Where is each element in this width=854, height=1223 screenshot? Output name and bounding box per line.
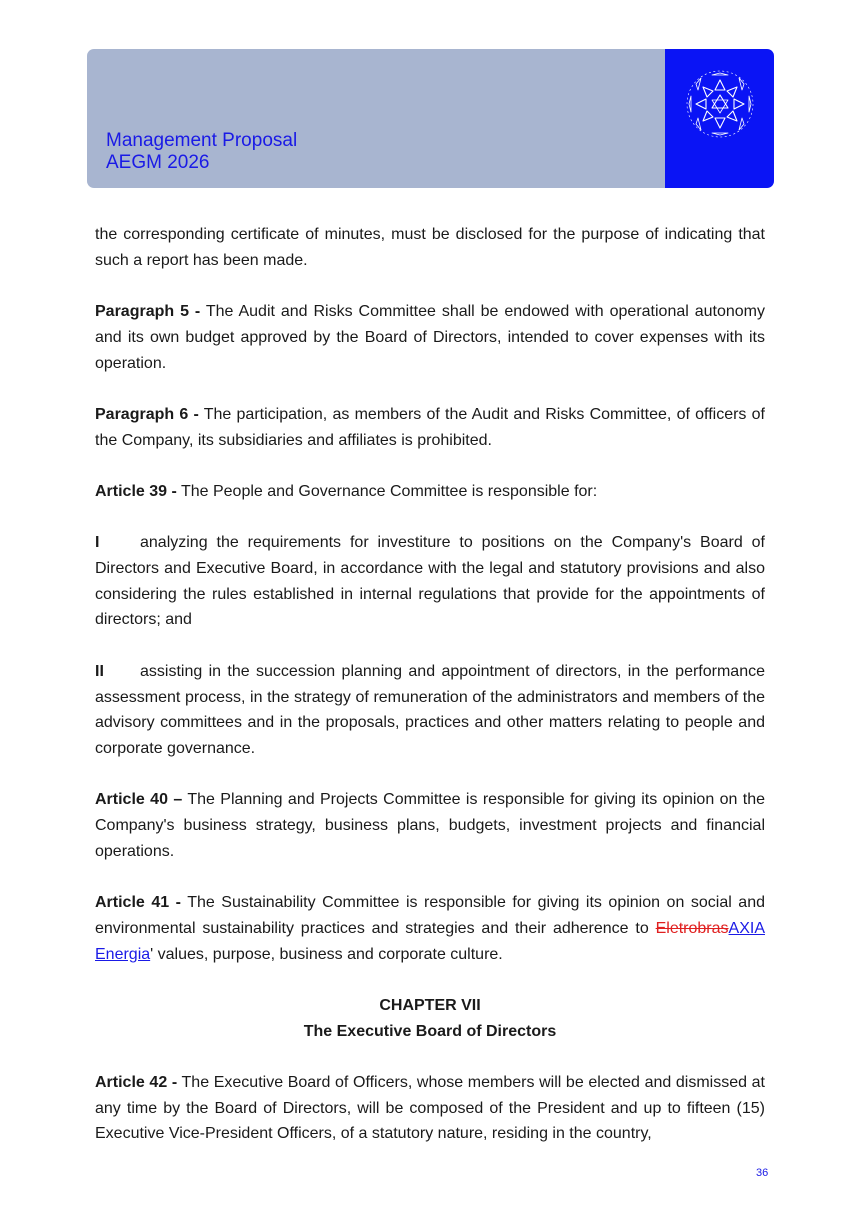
article-39-lead: Article 39 - <box>95 482 177 500</box>
article-42-lead: Article 42 - <box>95 1074 178 1092</box>
article-40 <box>95 787 765 864</box>
article-40-text: The Planning and Projects Committee is responsible for giving its opinion on the Company's business strategy, business plans, budgets, investment projects and financial operations. <box>95 791 766 860</box>
article-41-text-after: ' values, purpose, business and corporate culture. <box>150 945 503 963</box>
list-item-1-text: analyzing the requirements for investiture to positions on the Company's Board of Directors and Executive Board, in accordance with the legal and statutory provisions and also considering the rules established in internal regulations that provide for the appointments of directors; and <box>95 534 765 629</box>
document-title-line2: AEGM 2026 <box>106 152 210 173</box>
list-item-2 <box>95 659 765 762</box>
chapter-title: The Executive Board of Directors <box>303 1022 557 1040</box>
list-item-2-text: assisting in the succession planning and appointment of directors, in the performance assessment process, in the strategy of remuneration of the administrators and members of the advisory committees and in the proposals, practices and other matters relating to people and corporate governance. <box>95 662 765 757</box>
list-item-2-number: II <box>95 662 104 680</box>
paragraph-6-lead: Paragraph 6 - <box>95 405 199 423</box>
article-41-text-before: The Sustainability Committee is responsible for giving its opinion on social and environmental sustainability practices and strategies and their adherence to <box>95 894 766 937</box>
logo-wordmark: AXIA <box>698 198 741 214</box>
chapter-heading <box>95 993 765 1044</box>
deleted-text: Eletrobras <box>655 919 729 937</box>
chapter-number: CHAPTER VII <box>379 996 481 1014</box>
document-body <box>95 222 765 1147</box>
inserted-text: AXIA Energia <box>95 919 765 963</box>
document-title-line1: Management Proposal <box>106 130 298 151</box>
article-40-lead: Article 40 – <box>95 791 183 809</box>
list-item-1 <box>95 530 765 633</box>
article-42-text: The Executive Board of Officers, whose members will be elected and dismissed at any time by the Board of Directors, will be composed of the President and up to fifteen (15) Executive Vice-President Officers, of a statutory nature, residing in the country, <box>95 1074 766 1143</box>
paragraph-6 <box>95 402 765 453</box>
document-title <box>106 130 297 174</box>
paragraph-5-text: The Audit and Risks Committee shall be endowed with operational autonomy and its own budget approved by the Board of Directors, intended to cover expenses with its operation. <box>95 303 765 372</box>
page-number: 36 <box>756 1167 769 1179</box>
company-logo <box>665 49 774 223</box>
paragraph-continuation: the corresponding certificate of minutes, must be disclosed for the purpose of indicating that such a report has been made. <box>95 226 765 269</box>
article-39-text: The People and Governance Committee is responsible for: <box>176 482 598 500</box>
paragraph-5-lead: Paragraph 5 - <box>95 303 201 321</box>
article-41-lead: Article 41 - <box>95 894 181 912</box>
list-item-1-number: I <box>95 534 100 552</box>
paragraph-5 <box>95 299 765 376</box>
article-42 <box>95 1070 765 1147</box>
article-41 <box>95 890 765 967</box>
globe-emblem-icon <box>684 68 756 140</box>
logo-subtitle: ENERGIA <box>700 216 739 223</box>
article-39 <box>95 479 765 505</box>
paragraph-6-text: The participation, as members of the Audit and Risks Committee, of officers of the Company, its subsidiaries and affiliates is prohibited. <box>95 405 765 449</box>
